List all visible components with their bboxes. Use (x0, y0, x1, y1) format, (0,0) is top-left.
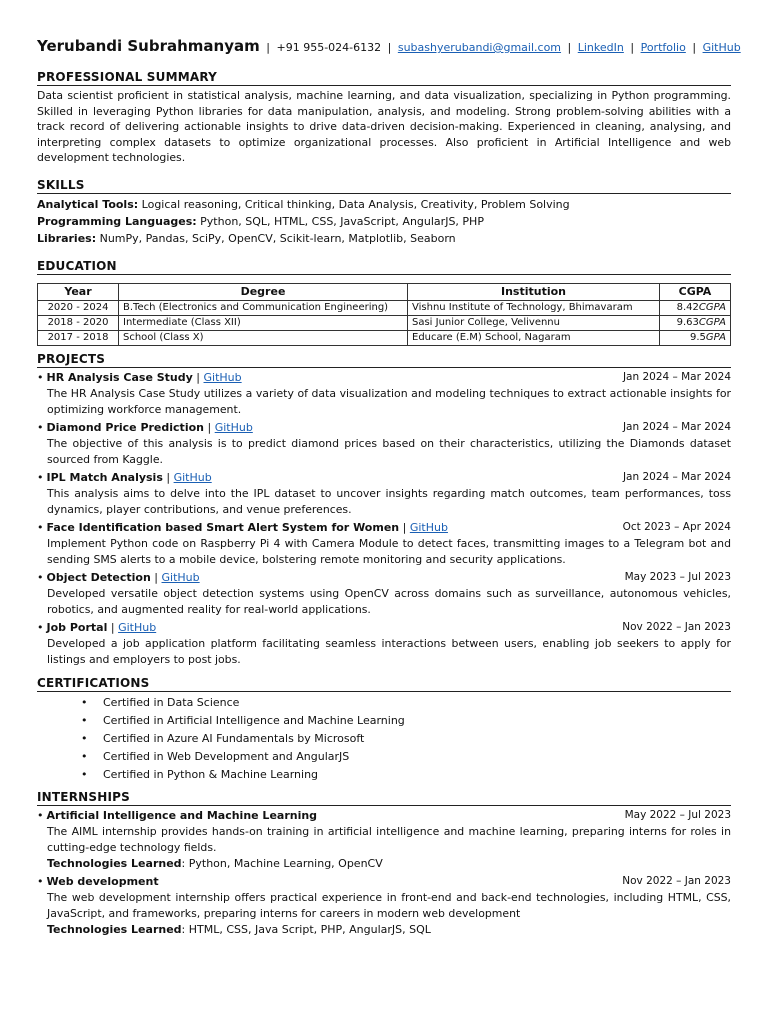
separator: | (387, 41, 392, 54)
skill-line (37, 196, 731, 213)
internship-date: Nov 2022 – Jan 2023 (622, 874, 731, 887)
score-value: 9.63 (676, 316, 699, 328)
table-row (38, 330, 731, 345)
project-item (37, 619, 731, 668)
bullet-icon: • (37, 570, 44, 584)
project-github-link[interactable]: GitHub (214, 420, 253, 434)
skills-heading: SKILLS (37, 178, 731, 194)
cell-year: 2020 - 2024 (38, 300, 119, 315)
project-github-link[interactable]: GitHub (409, 520, 448, 534)
column-header-year: Year (38, 283, 119, 300)
project-title-line: • Face Identification based Smart Alert System for Women | GitHub (37, 520, 448, 534)
list-item: • Certified in Azure AI Fundamentals by Microsoft (103, 730, 731, 748)
project-description: Developed versatile object detection systems using OpenCV across domains such as surveillance, autonomous vehicles, robotics, and augmented reality for real-world applications. (47, 586, 731, 616)
bullet-icon: • (37, 520, 44, 534)
internship-header (37, 873, 731, 890)
project-title-line: • IPL Match Analysis | GitHub (37, 470, 212, 484)
project-title-line: • Diamond Price Prediction | GitHub (37, 420, 253, 434)
internship-title: Artificial Intelligence and Machine Learning (46, 808, 318, 822)
project-header (37, 619, 731, 636)
project-title-line: • Object Detection | GitHub (37, 570, 200, 584)
skills-list (37, 196, 731, 247)
projects-heading: PROJECTS (37, 352, 731, 368)
column-header-institution: Institution (408, 283, 660, 300)
project-title-line: • Job Portal | GitHub (37, 620, 157, 634)
summary-text: Data scientist proficient in statistical analysis, machine learning, and data visualization, specializing in Python programming. Skilled in leveraging Python libraries for data manipulation, analysis, and modeling. Strong problem-solving abilities with a track record of delivering actionable insights to drive data-driven decision-making. Experienced in cleaning, analysing, and interpreting complex datasets to optimize organizational processes. Also proficient in Artificial Intelligence and web development technologies. (37, 89, 731, 164)
candidate-name: Yerubandi Subrahmanyam (37, 37, 260, 55)
separator: | (266, 41, 270, 54)
technologies-value: Python, Machine Learning, OpenCV (188, 856, 383, 870)
project-header (37, 419, 731, 436)
cell-score (660, 315, 731, 330)
internship-item (37, 807, 731, 872)
project-description: The HR Analysis Case Study utilizes a variety of data visualization and modeling techniques to extract actionable insights for optimizing workforce management. (47, 386, 731, 416)
cell-year: 2017 - 2018 (38, 330, 119, 345)
list-item: • Certified in Python & Machine Learning (103, 766, 731, 784)
internship-description: The AIML internship provides hands-on training in artificial intelligence and machine learning, preparing interns for roles in cutting-edge technology fields. (47, 824, 731, 854)
skill-line (37, 230, 731, 247)
education-heading: EDUCATION (37, 259, 731, 275)
education-table (37, 283, 731, 346)
list-item: • Certified in Artificial Intelligence and Machine Learning (103, 712, 731, 730)
technologies-value: HTML, CSS, Java Script, PHP, AngularJS, SQL (188, 922, 431, 936)
bullet-icon: • (37, 470, 44, 484)
project-date: Jan 2024 – Mar 2024 (622, 420, 731, 433)
project-date: May 2023 – Jul 2023 (624, 570, 731, 583)
project-item (37, 519, 731, 568)
bullet-icon: • (37, 370, 44, 384)
project-title: Object Detection (46, 570, 151, 584)
cell-degree: School (Class X) (119, 330, 408, 345)
list-item: • Certified in Data Science (103, 694, 731, 712)
github-link[interactable]: GitHub (702, 41, 741, 54)
project-description: This analysis aims to delve into the IPL dataset to uncover insights regarding match outcomes, team performances, toss dynamics, player contributions, and venue preferences. (47, 486, 731, 516)
bullet-icon: • (37, 620, 44, 634)
project-title: IPL Match Analysis (46, 470, 163, 484)
project-item (37, 419, 731, 468)
internship-header (37, 807, 731, 824)
project-title: Diamond Price Prediction (46, 420, 204, 434)
project-github-link[interactable]: GitHub (203, 370, 242, 384)
technologies-label: Technologies Learned (47, 922, 182, 936)
project-description: Implement Python code on Raspberry Pi 4 with Camera Module to detect faces, transmitting images to a Telegram bot and sending SMS alerts to a mobile device, bolstering remote monitoring and security applications. (47, 536, 731, 566)
score-unit: GPA (705, 331, 726, 343)
cell-year: 2018 - 2020 (38, 315, 119, 330)
cell-degree: Intermediate (Class XII) (119, 315, 408, 330)
technologies-line: Technologies Learned: Python, Machine Learning, OpenCV (47, 856, 383, 870)
project-item (37, 469, 731, 518)
separator: | (692, 41, 697, 54)
bullet-icon: • (37, 874, 44, 888)
technologies-label: Technologies Learned (47, 856, 182, 870)
portfolio-link[interactable]: Portfolio (640, 41, 686, 54)
cell-score (660, 300, 731, 315)
certifications-heading: CERTIFICATIONS (37, 676, 731, 692)
skill-value: Python, SQL, HTML, CSS, JavaScript, AngularJS, PHP (196, 214, 484, 228)
resume-header (37, 36, 741, 58)
project-description: Developed a job application platform facilitating seamless interactions between users, enabling job seekers to apply for listings and employers to post jobs. (47, 636, 731, 666)
score-value: 9.5 (689, 331, 706, 343)
project-title: HR Analysis Case Study (46, 370, 193, 384)
summary-heading: PROFESSIONAL SUMMARY (37, 70, 731, 86)
table-header-row (38, 283, 731, 300)
project-header (37, 569, 731, 586)
project-description: The objective of this analysis is to predict diamond prices based on their characteristics, utilizing the Diamonds dataset sourced from Kaggle. (47, 436, 731, 466)
technologies-line: Technologies Learned: HTML, CSS, Java Script, PHP, AngularJS, SQL (47, 922, 431, 936)
project-date: Oct 2023 – Apr 2024 (622, 520, 731, 533)
cell-degree: B.Tech (Electronics and Communication Engineering) (119, 300, 408, 315)
internship-title-line (37, 807, 317, 824)
project-date: Jan 2024 – Mar 2024 (622, 370, 731, 383)
project-github-link[interactable]: GitHub (161, 570, 200, 584)
skill-line (37, 213, 731, 230)
project-header (37, 469, 731, 486)
project-header (37, 519, 731, 536)
bullet-icon: • (37, 808, 44, 822)
score-unit: CGPA (698, 316, 726, 328)
separator: | (630, 41, 635, 54)
skill-value: NumPy, Pandas, SciPy, OpenCV, Scikit-learn, Matplotlib, Seaborn (96, 231, 456, 245)
separator: | (567, 41, 572, 54)
project-date: Jan 2024 – Mar 2024 (622, 470, 731, 483)
skill-value: Logical reasoning, Critical thinking, Data Analysis, Creativity, Problem Solving (138, 197, 570, 211)
project-title-line: • HR Analysis Case Study | GitHub (37, 370, 242, 384)
internship-item (37, 873, 731, 938)
cell-score (660, 330, 731, 345)
cell-institution: Sasi Junior College, Velivennu (408, 315, 660, 330)
skill-label: Libraries: (37, 231, 97, 245)
project-github-link[interactable]: GitHub (118, 620, 157, 634)
skill-label: Programming Languages: (37, 214, 197, 228)
project-title: Job Portal (46, 620, 108, 634)
table-row (38, 300, 731, 315)
score-value: 8.42 (676, 301, 699, 313)
certifications-list (37, 694, 731, 784)
email-link[interactable]: subashyerubandi@gmail.com (397, 41, 562, 54)
internship-title: Web development (46, 874, 159, 888)
internship-date: May 2022 – Jul 2023 (624, 808, 731, 821)
project-item (37, 569, 731, 618)
column-header-degree: Degree (119, 283, 408, 300)
column-header-cgpa: CGPA (660, 283, 731, 300)
cell-institution: Educare (E.M) School, Nagaram (408, 330, 660, 345)
list-item: • Certified in Web Development and AngularJS (103, 748, 731, 766)
project-title: Face Identification based Smart Alert System for Women (46, 520, 400, 534)
bullet-icon: • (37, 420, 44, 434)
internship-title-line (37, 873, 159, 890)
project-date: Nov 2022 – Jan 2023 (622, 620, 731, 633)
linkedin-link[interactable]: LinkedIn (577, 41, 624, 54)
table-row (38, 315, 731, 330)
phone-number: +91 955-024-6132 (276, 41, 382, 54)
project-github-link[interactable]: GitHub (173, 470, 212, 484)
internship-description: The web development internship offers practical experience in front-end and back-end technologies, including HTML, CSS, JavaScript, and frameworks, preparing interns for careers in modern web development (47, 890, 731, 920)
score-unit: CGPA (698, 301, 726, 313)
project-header (37, 369, 731, 386)
cell-institution: Vishnu Institute of Technology, Bhimavaram (408, 300, 660, 315)
skill-label: Analytical Tools: (37, 197, 139, 211)
project-item (37, 369, 731, 418)
internships-heading: INTERNSHIPS (37, 790, 731, 806)
